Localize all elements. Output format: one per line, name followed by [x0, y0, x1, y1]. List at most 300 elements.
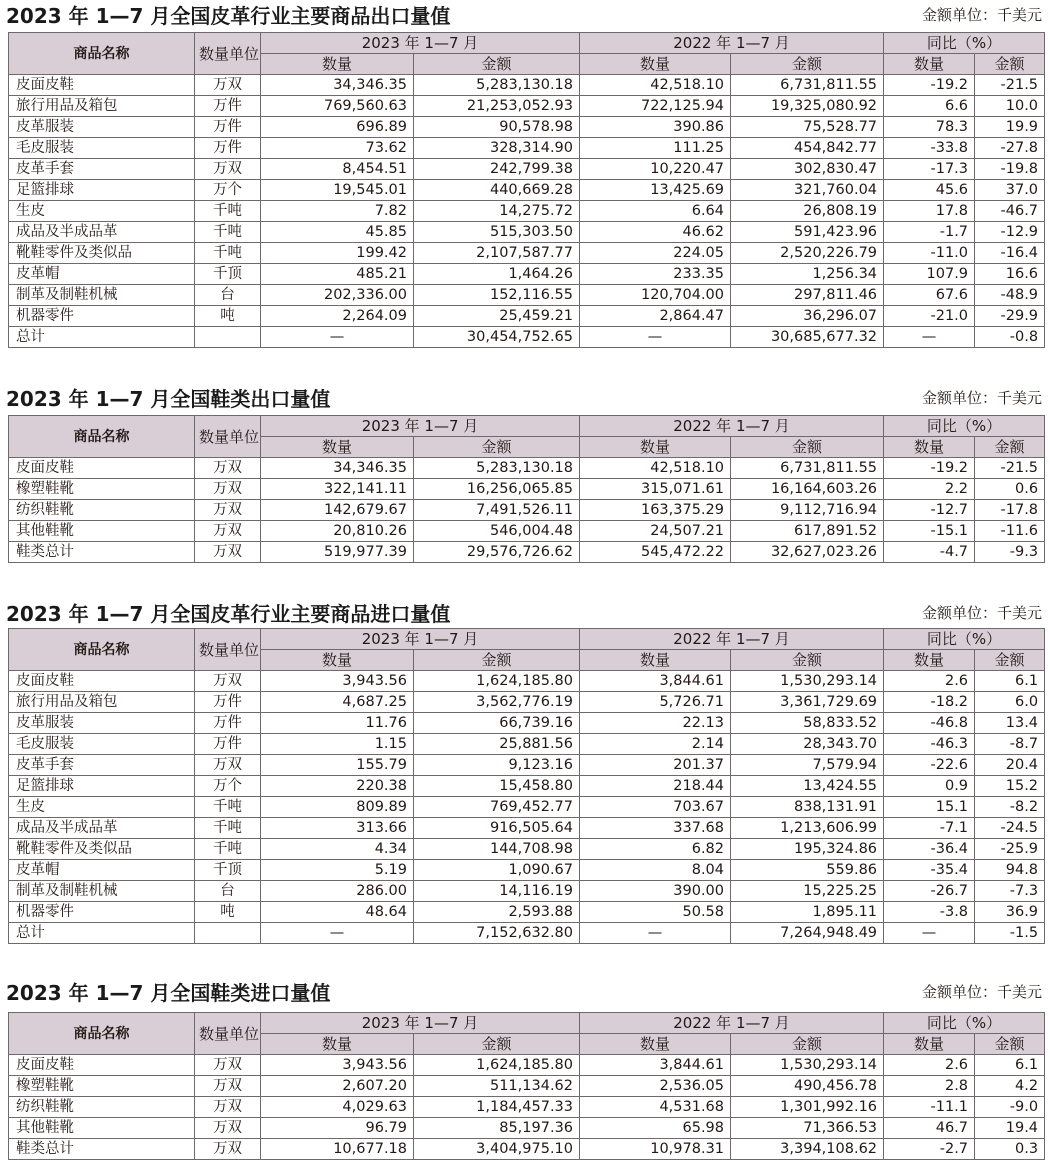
cell-qty-2022: 390.00 [580, 881, 731, 902]
header-qty: 数量 [884, 650, 975, 671]
amount-unit-note: 金额单位：千美元 [921, 389, 1042, 407]
table-title: 2023 年 1—7 月全国皮革行业主要商品出口量值 [6, 4, 451, 28]
cell-yoy-amt: 19.4 [975, 1118, 1045, 1139]
cell-unit: 万双 [195, 458, 261, 479]
cell-unit: 万双 [195, 1097, 261, 1118]
table-title: 2023 年 1—7 月全国皮革行业主要商品进口量值 [6, 602, 451, 626]
cell-unit: 台 [195, 881, 261, 902]
cell-name: 鞋类总计 [9, 1139, 195, 1160]
cell-unit: 万双 [195, 1055, 261, 1076]
cell-qty-2022: 233.35 [580, 264, 731, 285]
cell-qty-2023: 96.79 [261, 1118, 414, 1139]
cell-unit: 万件 [195, 692, 261, 713]
cell-unit: 万个 [195, 776, 261, 797]
cell-qty-2022: 163,375.29 [580, 500, 731, 521]
cell-unit [195, 327, 261, 348]
cell-amt-2023: 511,134.62 [414, 1076, 580, 1097]
header-qty: 数量 [884, 437, 975, 458]
header-amt: 金额 [975, 54, 1045, 75]
cell-name: 其他鞋靴 [9, 1118, 195, 1139]
cell-yoy-amt: -17.8 [975, 500, 1045, 521]
cell-yoy-amt: 6.1 [975, 671, 1045, 692]
cell-yoy-amt: 36.9 [975, 902, 1045, 923]
cell-yoy-qty: -26.7 [884, 881, 975, 902]
cell-qty-2022: — [580, 923, 731, 944]
header-amt: 金额 [731, 437, 884, 458]
cell-amt-2022: 32,627,023.26 [731, 542, 884, 563]
cell-amt-2023: 14,116.19 [414, 881, 580, 902]
table-row [9, 521, 1045, 542]
cell-name: 皮革服装 [9, 117, 195, 138]
cell-name: 毛皮服装 [9, 138, 195, 159]
table-row [9, 881, 1045, 902]
cell-amt-2023: 1,184,457.33 [414, 1097, 580, 1118]
cell-yoy-qty: 2.8 [884, 1076, 975, 1097]
cell-amt-2022: 591,423.96 [731, 222, 884, 243]
cell-amt-2022: 26,808.19 [731, 201, 884, 222]
cell-unit: 万双 [195, 755, 261, 776]
cell-yoy-amt: -24.5 [975, 818, 1045, 839]
cell-yoy-amt: -8.7 [975, 734, 1045, 755]
header-amt: 金额 [414, 54, 580, 75]
cell-amt-2023: 29,576,726.62 [414, 542, 580, 563]
cell-name: 其他鞋靴 [9, 521, 195, 542]
cell-qty-2022: 50.58 [580, 902, 731, 923]
table-row [9, 1118, 1045, 1139]
cell-yoy-amt: 37.0 [975, 180, 1045, 201]
cell-amt-2022: 16,164,603.26 [731, 479, 884, 500]
cell-amt-2022: 454,842.77 [731, 138, 884, 159]
table-row [9, 839, 1045, 860]
cell-name: 成品及半成品革 [9, 818, 195, 839]
header-period-2022: 2022 年 1—7 月 [580, 416, 884, 437]
cell-qty-2022: 337.68 [580, 818, 731, 839]
header-qty: 数量 [884, 54, 975, 75]
header-qty: 数量 [580, 650, 731, 671]
table-row [9, 96, 1045, 117]
cell-yoy-amt: -29.9 [975, 306, 1045, 327]
header-period-2022: 2022 年 1—7 月 [580, 629, 884, 650]
header-qty: 数量 [580, 1034, 731, 1055]
cell-qty-2023: 199.42 [261, 243, 414, 264]
cell-amt-2022: 7,579.94 [731, 755, 884, 776]
header-unit: 数量单位 [195, 1013, 261, 1055]
cell-yoy-qty: -21.0 [884, 306, 975, 327]
cell-yoy-qty: -1.7 [884, 222, 975, 243]
header-name: 商品名称 [9, 629, 195, 671]
cell-yoy-amt: -0.8 [975, 327, 1045, 348]
cell-qty-2022: 24,507.21 [580, 521, 731, 542]
cell-yoy-qty: -36.4 [884, 839, 975, 860]
cell-unit: 万双 [195, 521, 261, 542]
header-yoy: 同比（%） [884, 33, 1045, 54]
cell-qty-2023: 19,545.01 [261, 180, 414, 201]
cell-yoy-amt: 10.0 [975, 96, 1045, 117]
cell-yoy-qty: -4.7 [884, 542, 975, 563]
cell-qty-2022: 8.04 [580, 860, 731, 881]
cell-amt-2023: 2,593.88 [414, 902, 580, 923]
header-qty: 数量 [580, 437, 731, 458]
cell-name: 橡塑鞋靴 [9, 479, 195, 500]
cell-unit: 千顶 [195, 860, 261, 881]
cell-qty-2022: 46.62 [580, 222, 731, 243]
cell-qty-2023: 4,029.63 [261, 1097, 414, 1118]
cell-name: 制革及制鞋机械 [9, 881, 195, 902]
data-table [8, 1012, 1045, 1160]
table-row [9, 1076, 1045, 1097]
cell-name: 成品及半成品革 [9, 222, 195, 243]
header-unit: 数量单位 [195, 416, 261, 458]
cell-amt-2023: 30,454,752.65 [414, 327, 580, 348]
cell-amt-2022: 30,685,677.32 [731, 327, 884, 348]
cell-yoy-amt: 0.6 [975, 479, 1045, 500]
data-table [8, 628, 1045, 944]
cell-yoy-qty: 46.7 [884, 1118, 975, 1139]
cell-yoy-qty: 78.3 [884, 117, 975, 138]
table-row [9, 201, 1045, 222]
cell-qty-2023: 1.15 [261, 734, 414, 755]
cell-qty-2023: 4,687.25 [261, 692, 414, 713]
cell-yoy-amt: 15.2 [975, 776, 1045, 797]
cell-name: 毛皮服装 [9, 734, 195, 755]
header-period-2023: 2023 年 1—7 月 [261, 33, 580, 54]
cell-unit: 台 [195, 285, 261, 306]
cell-yoy-qty: -22.6 [884, 755, 975, 776]
cell-qty-2023: 769,560.63 [261, 96, 414, 117]
cell-amt-2022: 297,811.46 [731, 285, 884, 306]
cell-name: 足篮排球 [9, 776, 195, 797]
cell-amt-2023: 1,624,185.80 [414, 671, 580, 692]
cell-amt-2023: 152,116.55 [414, 285, 580, 306]
table-title: 2023 年 1—7 月全国鞋类出口量值 [6, 387, 331, 411]
header-amt: 金额 [731, 650, 884, 671]
cell-amt-2023: 14,275.72 [414, 201, 580, 222]
cell-yoy-amt: -16.4 [975, 243, 1045, 264]
cell-name: 皮面皮鞋 [9, 1055, 195, 1076]
cell-unit: 千吨 [195, 839, 261, 860]
cell-qty-2023: 4.34 [261, 839, 414, 860]
table-row [9, 755, 1045, 776]
cell-amt-2023: 1,464.26 [414, 264, 580, 285]
cell-amt-2023: 5,283,130.18 [414, 458, 580, 479]
header-amt: 金额 [975, 1034, 1045, 1055]
cell-yoy-qty: -19.2 [884, 458, 975, 479]
cell-unit: 万双 [195, 75, 261, 96]
cell-amt-2023: 25,459.21 [414, 306, 580, 327]
header-qty: 数量 [261, 54, 414, 75]
cell-amt-2022: 3,394,108.62 [731, 1139, 884, 1160]
cell-amt-2022: 302,830.47 [731, 159, 884, 180]
cell-qty-2023: 10,677.18 [261, 1139, 414, 1160]
amount-unit-note: 金额单位：千美元 [921, 983, 1042, 1001]
cell-unit: 千吨 [195, 797, 261, 818]
cell-amt-2022: 838,131.91 [731, 797, 884, 818]
cell-unit: 千顶 [195, 264, 261, 285]
cell-unit: 万双 [195, 542, 261, 563]
cell-qty-2023: 142,679.67 [261, 500, 414, 521]
cell-qty-2022: 3,844.61 [580, 671, 731, 692]
cell-qty-2022: 315,071.61 [580, 479, 731, 500]
cell-unit [195, 923, 261, 944]
cell-name: 皮革手套 [9, 755, 195, 776]
header-name: 商品名称 [9, 33, 195, 75]
cell-qty-2023: 34,346.35 [261, 75, 414, 96]
header-period-2023: 2023 年 1—7 月 [261, 416, 580, 437]
cell-name: 纺织鞋靴 [9, 500, 195, 521]
header-name: 商品名称 [9, 416, 195, 458]
table-row [9, 222, 1045, 243]
cell-qty-2023: 202,336.00 [261, 285, 414, 306]
cell-yoy-qty: -3.8 [884, 902, 975, 923]
data-table [8, 32, 1045, 348]
cell-amt-2022: 321,760.04 [731, 180, 884, 201]
cell-unit: 万双 [195, 479, 261, 500]
cell-amt-2022: 490,456.78 [731, 1076, 884, 1097]
cell-qty-2023: 34,346.35 [261, 458, 414, 479]
header-qty: 数量 [261, 437, 414, 458]
cell-qty-2023: — [261, 923, 414, 944]
cell-qty-2022: 5,726.71 [580, 692, 731, 713]
cell-name: 旅行用品及箱包 [9, 692, 195, 713]
cell-amt-2023: 3,404,975.10 [414, 1139, 580, 1160]
cell-amt-2022: 1,301,992.16 [731, 1097, 884, 1118]
table-row [9, 671, 1045, 692]
cell-amt-2022: 2,520,226.79 [731, 243, 884, 264]
cell-qty-2023: 11.76 [261, 713, 414, 734]
cell-qty-2022: 10,978.31 [580, 1139, 731, 1160]
cell-qty-2023: 3,943.56 [261, 671, 414, 692]
cell-qty-2022: 10,220.47 [580, 159, 731, 180]
data-table [8, 415, 1045, 563]
cell-yoy-amt: -25.9 [975, 839, 1045, 860]
cell-yoy-amt: -1.5 [975, 923, 1045, 944]
table-row [9, 327, 1045, 348]
cell-name: 足篮排球 [9, 180, 195, 201]
cell-amt-2023: 1,090.67 [414, 860, 580, 881]
header-unit: 数量单位 [195, 629, 261, 671]
cell-yoy-qty: — [884, 327, 975, 348]
cell-yoy-qty: 67.6 [884, 285, 975, 306]
cell-name: 靴鞋零件及类似品 [9, 243, 195, 264]
cell-amt-2022: 71,366.53 [731, 1118, 884, 1139]
cell-qty-2022: 22.13 [580, 713, 731, 734]
cell-qty-2023: 73.62 [261, 138, 414, 159]
table-row [9, 500, 1045, 521]
cell-amt-2022: 7,264,948.49 [731, 923, 884, 944]
cell-unit: 吨 [195, 902, 261, 923]
cell-amt-2023: 1,624,185.80 [414, 1055, 580, 1076]
cell-amt-2023: 916,505.64 [414, 818, 580, 839]
cell-yoy-amt: 16.6 [975, 264, 1045, 285]
cell-amt-2022: 15,225.25 [731, 881, 884, 902]
cell-name: 机器零件 [9, 306, 195, 327]
cell-yoy-qty: 107.9 [884, 264, 975, 285]
cell-name: 靴鞋零件及类似品 [9, 839, 195, 860]
cell-qty-2022: 2.14 [580, 734, 731, 755]
cell-amt-2022: 1,213,606.99 [731, 818, 884, 839]
cell-qty-2023: 313.66 [261, 818, 414, 839]
cell-name: 皮面皮鞋 [9, 671, 195, 692]
cell-amt-2022: 36,296.07 [731, 306, 884, 327]
header-amt: 金额 [975, 437, 1045, 458]
cell-qty-2022: 42,518.10 [580, 75, 731, 96]
cell-qty-2023: 3,943.56 [261, 1055, 414, 1076]
cell-yoy-qty: -2.7 [884, 1139, 975, 1160]
header-period-2023: 2023 年 1—7 月 [261, 629, 580, 650]
cell-qty-2023: 5.19 [261, 860, 414, 881]
cell-qty-2023: 20,810.26 [261, 521, 414, 542]
cell-name: 机器零件 [9, 902, 195, 923]
cell-yoy-amt: -46.7 [975, 201, 1045, 222]
cell-amt-2023: 328,314.90 [414, 138, 580, 159]
cell-amt-2022: 1,530,293.14 [731, 671, 884, 692]
cell-yoy-qty: -18.2 [884, 692, 975, 713]
cell-yoy-qty: 2.2 [884, 479, 975, 500]
cell-unit: 万个 [195, 180, 261, 201]
cell-yoy-amt: -7.3 [975, 881, 1045, 902]
amount-unit-note: 金额单位：千美元 [921, 604, 1042, 622]
cell-unit: 万双 [195, 671, 261, 692]
cell-unit: 千吨 [195, 243, 261, 264]
table-row [9, 243, 1045, 264]
cell-yoy-amt: -8.2 [975, 797, 1045, 818]
cell-unit: 千吨 [195, 201, 261, 222]
table-row [9, 734, 1045, 755]
cell-amt-2023: 242,799.38 [414, 159, 580, 180]
cell-name: 皮面皮鞋 [9, 75, 195, 96]
cell-qty-2023: 7.82 [261, 201, 414, 222]
cell-amt-2023: 769,452.77 [414, 797, 580, 818]
header-amt: 金额 [975, 650, 1045, 671]
cell-name: 橡塑鞋靴 [9, 1076, 195, 1097]
cell-yoy-amt: -21.5 [975, 458, 1045, 479]
cell-amt-2023: 16,256,065.85 [414, 479, 580, 500]
cell-yoy-amt: -27.8 [975, 138, 1045, 159]
table-row [9, 776, 1045, 797]
cell-name: 皮革手套 [9, 159, 195, 180]
cell-yoy-qty: 15.1 [884, 797, 975, 818]
table-row [9, 180, 1045, 201]
cell-amt-2023: 9,123.16 [414, 755, 580, 776]
header-qty: 数量 [580, 54, 731, 75]
header-amt: 金额 [414, 1034, 580, 1055]
cell-qty-2023: 8,454.51 [261, 159, 414, 180]
cell-name: 总计 [9, 923, 195, 944]
cell-yoy-qty: 45.6 [884, 180, 975, 201]
cell-qty-2022: 42,518.10 [580, 458, 731, 479]
cell-amt-2022: 1,256.34 [731, 264, 884, 285]
amount-unit-note: 金额单位：千美元 [921, 6, 1042, 24]
cell-amt-2023: 144,708.98 [414, 839, 580, 860]
cell-amt-2022: 13,424.55 [731, 776, 884, 797]
table-row [9, 159, 1045, 180]
cell-yoy-amt: -9.0 [975, 1097, 1045, 1118]
table-row [9, 285, 1045, 306]
header-yoy: 同比（%） [884, 416, 1045, 437]
cell-yoy-qty: -17.3 [884, 159, 975, 180]
table-row [9, 923, 1045, 944]
header-qty: 数量 [884, 1034, 975, 1055]
cell-qty-2023: 45.85 [261, 222, 414, 243]
cell-name: 鞋类总计 [9, 542, 195, 563]
cell-yoy-qty: 0.9 [884, 776, 975, 797]
cell-unit: 千吨 [195, 818, 261, 839]
cell-yoy-amt: 20.4 [975, 755, 1045, 776]
cell-amt-2023: 7,491,526.11 [414, 500, 580, 521]
cell-amt-2023: 2,107,587.77 [414, 243, 580, 264]
cell-qty-2023: 2,607.20 [261, 1076, 414, 1097]
table-row [9, 75, 1045, 96]
cell-amt-2022: 1,530,293.14 [731, 1055, 884, 1076]
cell-yoy-qty: -35.4 [884, 860, 975, 881]
cell-yoy-qty: -15.1 [884, 521, 975, 542]
cell-unit: 万件 [195, 734, 261, 755]
cell-qty-2022: 703.67 [580, 797, 731, 818]
cell-yoy-qty: — [884, 923, 975, 944]
cell-qty-2022: 2,536.05 [580, 1076, 731, 1097]
cell-amt-2023: 85,197.36 [414, 1118, 580, 1139]
table-row [9, 264, 1045, 285]
cell-amt-2023: 5,283,130.18 [414, 75, 580, 96]
cell-yoy-qty: -33.8 [884, 138, 975, 159]
table-row [9, 818, 1045, 839]
cell-yoy-amt: 4.2 [975, 1076, 1045, 1097]
cell-yoy-amt: -9.3 [975, 542, 1045, 563]
cell-amt-2022: 75,528.77 [731, 117, 884, 138]
cell-qty-2022: 65.98 [580, 1118, 731, 1139]
cell-qty-2023: — [261, 327, 414, 348]
cell-name: 旅行用品及箱包 [9, 96, 195, 117]
cell-unit: 万双 [195, 1139, 261, 1160]
cell-name: 生皮 [9, 797, 195, 818]
header-amt: 金额 [731, 54, 884, 75]
cell-amt-2023: 546,004.48 [414, 521, 580, 542]
cell-yoy-amt: -11.6 [975, 521, 1045, 542]
cell-yoy-amt: -48.9 [975, 285, 1045, 306]
cell-yoy-qty: -7.1 [884, 818, 975, 839]
cell-qty-2023: 322,141.11 [261, 479, 414, 500]
table-row [9, 479, 1045, 500]
cell-yoy-qty: -11.0 [884, 243, 975, 264]
cell-name: 生皮 [9, 201, 195, 222]
cell-yoy-qty: -12.7 [884, 500, 975, 521]
cell-unit: 万双 [195, 159, 261, 180]
cell-unit: 万双 [195, 1118, 261, 1139]
cell-name: 皮革帽 [9, 264, 195, 285]
header-unit: 数量单位 [195, 33, 261, 75]
cell-amt-2022: 3,361,729.69 [731, 692, 884, 713]
cell-yoy-qty: 6.6 [884, 96, 975, 117]
cell-yoy-qty: -11.1 [884, 1097, 975, 1118]
table-row [9, 1097, 1045, 1118]
cell-qty-2022: 545,472.22 [580, 542, 731, 563]
cell-unit: 千吨 [195, 222, 261, 243]
header-period-2022: 2022 年 1—7 月 [580, 1013, 884, 1034]
table-row [9, 138, 1045, 159]
cell-qty-2022: 4,531.68 [580, 1097, 731, 1118]
cell-amt-2023: 3,562,776.19 [414, 692, 580, 713]
cell-unit: 万双 [195, 1076, 261, 1097]
table-row [9, 1055, 1045, 1076]
cell-name: 皮革帽 [9, 860, 195, 881]
cell-yoy-amt: -19.8 [975, 159, 1045, 180]
cell-qty-2023: 286.00 [261, 881, 414, 902]
cell-yoy-amt: 0.3 [975, 1139, 1045, 1160]
table-row [9, 692, 1045, 713]
cell-amt-2022: 1,895.11 [731, 902, 884, 923]
cell-qty-2022: 722,125.94 [580, 96, 731, 117]
cell-yoy-amt: 13.4 [975, 713, 1045, 734]
